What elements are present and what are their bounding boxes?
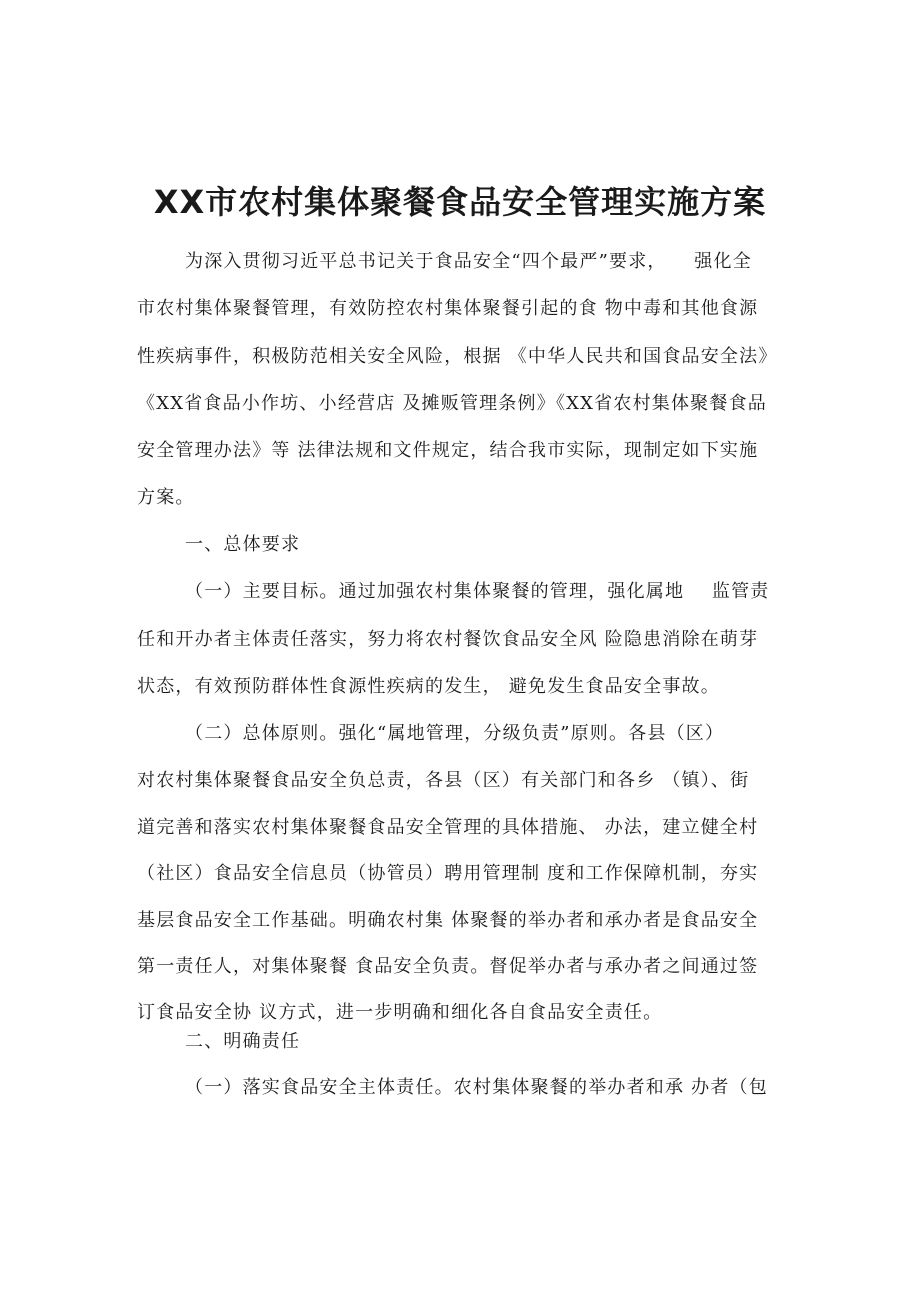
- paragraph-line: 任和开办者主体责任落实，努力将农村餐饮食品安全风 险隐患消除在萌芽: [137, 629, 759, 650]
- paragraph-line: 方案。: [137, 487, 195, 508]
- paragraph-line: 第一责任人，对集体聚餐 食品安全负责。督促举办者与承办者之间通过签: [137, 956, 759, 977]
- paragraph-line: 基层食品安全工作基础。明确农村集 体聚餐的举办者和承办者是食品安全: [137, 910, 759, 931]
- paragraph-line: 状态，有效预防群体性食源性疾病的发生， 避免发生食品安全事故。: [137, 676, 720, 697]
- paragraph-line: 安全管理办法》等 法律法规和文件规定，结合我市实际，现制定如下实施: [137, 440, 759, 461]
- paragraph-line: 道完善和落实农村集体聚餐食品安全管理的具体措施、 办法，建立健全村: [137, 817, 759, 838]
- paragraph-line: 性疾病事件，积极防范相关安全风险，根据 《中华人民共和国食品安全法》: [137, 346, 778, 367]
- paragraph-line: （二）总体原则。强化“属地管理，分级负责”原则。各县（区）: [185, 723, 725, 744]
- document-title: XX市农村集体聚餐食品安全管理实施方案: [153, 183, 767, 221]
- section-heading: 一、总体要求: [185, 534, 301, 555]
- paragraph-line: 订食品安全协 议方式，进一步明确和细化各自食品安全责任。: [137, 1002, 663, 1023]
- paragraph-line: （一）落实食品安全主体责任。农村集体聚餐的举办者和承 办者（包: [185, 1077, 768, 1098]
- paragraph-line: 市农村集体聚餐管理，有效防控农村集体聚餐引起的食 物中毒和其他食源: [137, 298, 759, 319]
- paragraph-line: （社区）食品安全信息员（协管员）聘用管理制 度和工作保障机制，夯实: [137, 863, 759, 884]
- section-heading: 二、明确责任: [185, 1031, 301, 1052]
- paragraph-line: （一）主要目标。通过加强农村集体聚餐的管理，强化属地 监管责: [185, 581, 770, 602]
- paragraph-line: 《XX省食品小作坊、小经营店 及摊贩管理条例》《XX省农村集体聚餐食品: [137, 393, 767, 414]
- paragraph-line: 为深入贯彻习近平总书记关于食品安全“四个最严”要求， 强化全: [185, 251, 752, 272]
- paragraph-line: 对农村集体聚餐食品安全负总责，各县（区）有关部门和各乡 （镇）、街: [137, 770, 750, 791]
